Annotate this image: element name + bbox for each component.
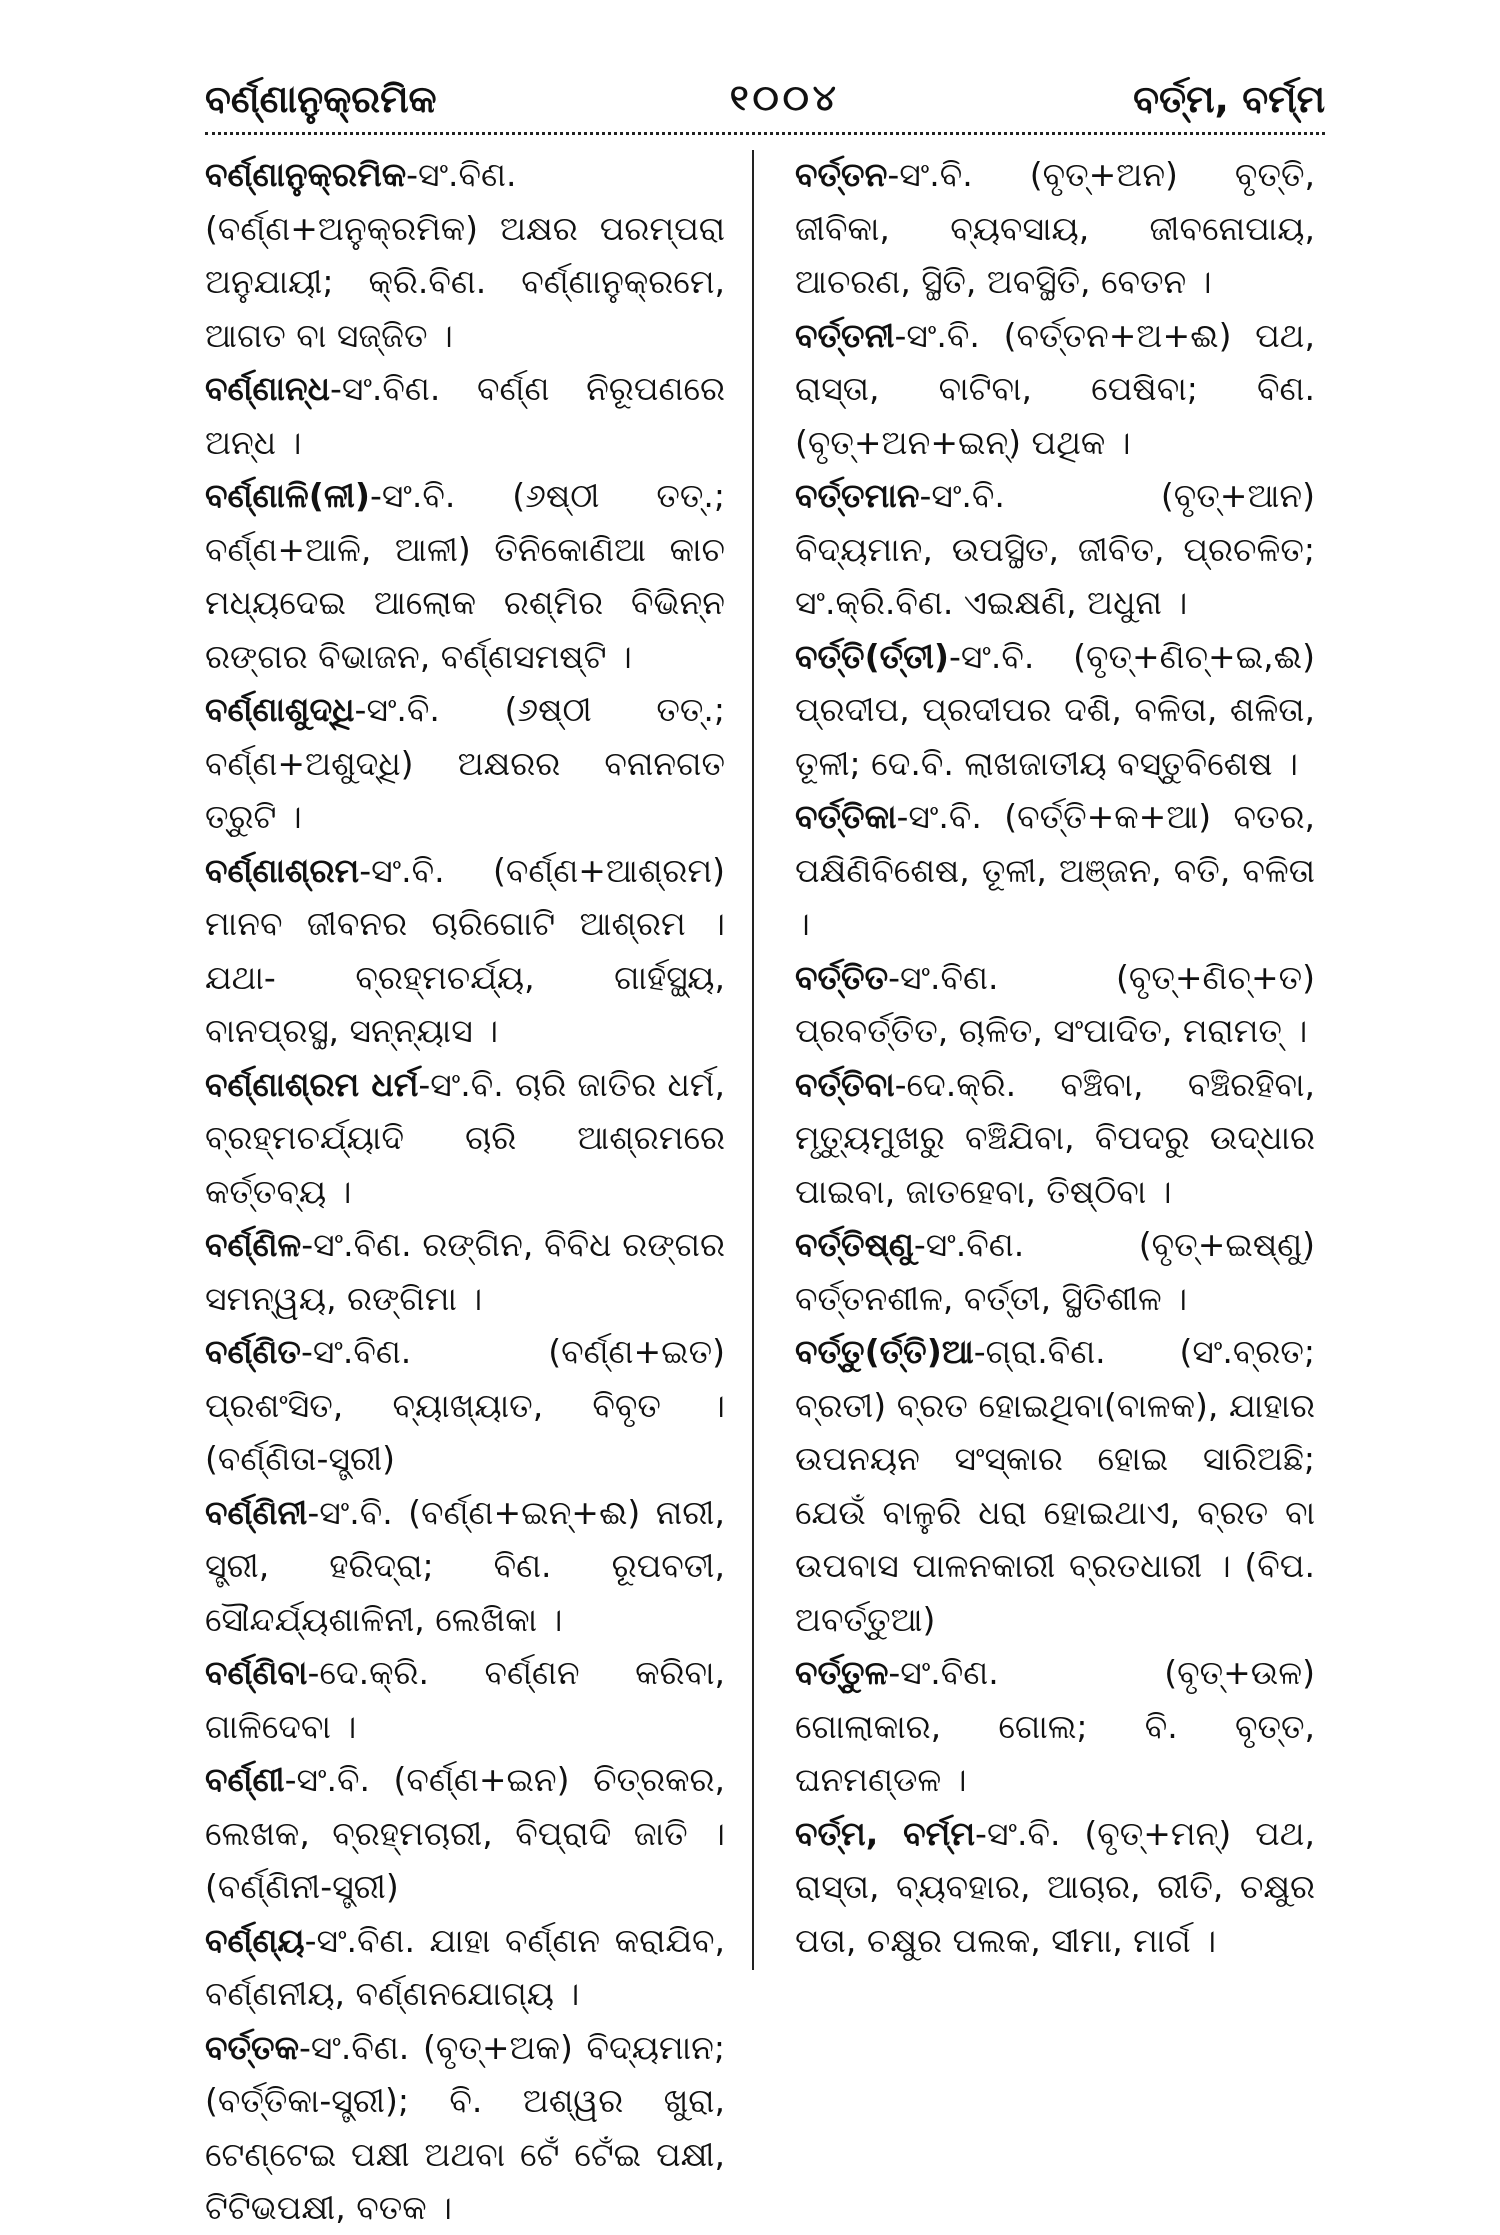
entry [795,1646,1315,1807]
entry [205,1646,725,1753]
column-divider [752,150,754,1970]
definition: -ସଂ.ବିଣ. ରଙ୍ଗିନ, ବିବିଧ ରଙ୍ଗର ସମନ୍ୱୟ, ରଙ୍ଗିମା । [205,1225,725,1318]
headword: ବର୍ତ୍ତମାନ [795,476,920,515]
definition: -ସଂ.ବିଣ. (ବୃତ୍+ଅକ) ବିଦ୍ୟମାନ; (ବର୍ତ୍ତିକା-ସ୍ତ୍ରୀ); ବି. ଅଶ୍ୱର ଖୁରା, ଟେଣ୍ଟେଇ ପକ୍ଷୀ ଅଥବା ଟେଁ ଟେଁଇ ପକ୍ଷୀ, ଟିଟିଭପକ୍ଷୀ, ବତକ । [205,2027,725,2227]
definition: -ସଂ.ବି. (ବୃତ୍+ଅନ) ବୃତ୍ତି, ଜୀବିକା, ବ୍ୟବସାୟ, ଜୀବନୋପାୟ, ଆଚରଣ, ସ୍ଥିତି, ଅବସ୍ଥିତି, ବେତନ । [795,155,1315,301]
entry [795,951,1315,1058]
page-number: ୧୦୦୪ [729,78,840,119]
headword: ବର୍ତ୍ତିକା [795,797,897,836]
headword: ବର୍ତ୍ତିଷ୍ଣୁ [795,1225,914,1264]
entry [205,1914,725,2021]
definition: -ସଂ.ବିଣ. (ବର୍ଣ୍ଣ+ଇତ) ପ୍ରଶଂସିତ, ବ୍ୟାଖ୍ୟାତ, ବିବୃତ । (ବର୍ଣ୍ଣିତା-ସ୍ତ୍ରୀ) [205,1332,725,1478]
entry [205,1486,725,1647]
entry [795,469,1315,630]
definition: -ସଂ.ବି. (୬ଷ୍ଠୀ ତତ୍.; ବର୍ଣ୍ଣ+ଆଳି, ଆଳୀ) ତିନିକୋଣିଆ କାଚ ମଧ୍ୟଦେଇ ଆଲୋକ ରଶ୍ମିର ବିଭିନ୍ନ ରଙ୍ଗର ବିଭାଜନ, ବର୍ଣ୍ଣସମଷ୍ଟି । [205,476,725,676]
headword: ବର୍ଣ୍ଣୀ [205,1760,285,1799]
headword: ବର୍ଣ୍ଣାଳି(ଳୀ) [205,476,370,515]
definition: -ସଂ.ବିଣ. (ବୃତ୍+ଉଳ) ଗୋଲାକାର, ଗୋଲ; ବି. ବୃତ୍ତ, ଘନମଣ୍ଡଳ । [795,1653,1315,1799]
headword: ବର୍ତ୍ତନ [795,155,888,194]
headword: ବର୍ଣ୍ଣାଶୁଦ୍ଧି [205,690,355,729]
entry [795,148,1315,309]
entry [205,683,725,844]
headword: ବର୍ଣ୍ଣିବା [205,1653,308,1692]
headword: ବର୍ତ୍ତୁଳ [795,1653,889,1692]
header-right-guide-word: ବର୍ତ୍ମ, ବର୍ମ୍ମ [1133,76,1325,121]
definition: -ସଂ.ବି. (ବର୍ଣ୍ଣ+ଇନ) ଚିତ୍ରକର, ଲେଖକ, ବ୍ରହ୍ମଚାରୀ, ବିପ୍ରାଦି ଜାତି । (ବର୍ଣ୍ଣିନୀ-ସ୍ତ୍ରୀ) [205,1760,725,1906]
page-header [205,70,1325,128]
entry [795,790,1315,951]
definition: -ସଂ.ବି. (ବୃତ୍+ମନ୍) ପଥ, ରାସ୍ତା, ବ୍ୟବହାର, ଆଚାର, ରୀତି, ଚକ୍ଷୁର ପତା, ଚକ୍ଷୁର ପଲକ, ସୀମା, ମାର୍ଗ । [795,1813,1315,1960]
definition: -ସଂ.ବିଣ. (ବୃତ୍+ଣିଚ୍+ତ) ପ୍ରବର୍ତ୍ତିତ, ଚାଳିତ, ସଂପାଦିତ, ମରାମତ୍ । [795,957,1315,1050]
right-column [795,148,1315,1967]
left-column [205,148,725,2235]
entry [205,148,725,362]
headword: ବର୍ଣ୍ଣାଶ୍ରମ [205,850,360,890]
entry [205,362,725,469]
definition: -ସଂ.ବି. (ବର୍ଣ୍ଣ+ଇନ୍+ଈ) ନାରୀ, ସ୍ତ୍ରୀ, ହରିଦ୍ରା; ବିଣ. ରୂପବତୀ, ସୌନ୍ଦର୍ଯ୍ୟଶାଳିନୀ, ଲେଖିକା । [205,1492,725,1639]
entry [205,1325,725,1486]
headword: ବର୍ତ୍ମ, ବର୍ମ୍ମ [795,1813,976,1853]
entry [205,469,725,683]
definition: -ସଂ.ବି. (୬ଷ୍ଠୀ ତତ୍.; ବର୍ଣ୍ଣ+ଅଶୁଦ୍ଧି) ଅକ୍ଷରର ବନାନଗତ ତ୍ରୁଟି । [205,690,725,836]
headword: ବର୍ଣ୍ଣିଳ [205,1225,302,1264]
definition: -ସଂ.ବି. (ବୃତ୍+ଣିଚ୍+ଇ,ଈ) ପ୍ରଦୀପ, ପ୍ରଦୀପର ଦଶି, ବଳିତା, ଶଳିତା, ତୂଳୀ; ଦେ.ବି. ଲାଖଜାତୀୟ ବସ୍ତୁବିଶେଷ । [795,636,1315,783]
headword: ବର୍ତ୍ତି(ର୍ତ୍ତୀ) [795,636,949,676]
headword: ବର୍ତ୍ତିତ [795,957,889,997]
entry [205,2021,725,2235]
headword: ବର୍ଣ୍ଣାନୁକ୍ରମିକ [205,155,407,194]
headword: ବର୍ଣ୍ଣିତ [205,1332,301,1371]
header-left-guide-word: ବର୍ଣ୍ଣାନୁକ୍ରମିକ [205,76,437,121]
definition: -ଦେ.କ୍ରି. ବର୍ଣ୍ଣନ କରିବା, ଗାଳିଦେବା । [205,1653,725,1746]
entry [795,630,1315,791]
headword: ବର୍ତ୍ତନୀ [795,315,895,355]
definition: -ସଂ.ବିଣ.(ବର୍ଣ୍ଣ+ଅନୁକ୍ରମିକ) ଅକ୍ଷର ପରମ୍ପରା ଅନୁଯାୟୀ; କ୍ରି.ବିଣ. ବର୍ଣ୍ଣାନୁକ୍ରମେ, ଆଗତ ବା ସଜ୍ଜିତ । [205,155,725,355]
entry [205,844,725,1058]
definition: -ସଂ.ବିଣ. ଯାହା ବର୍ଣ୍ଣନ କରାଯିବ, ବର୍ଣ୍ଣନୀୟ, ବର୍ଣ୍ଣନଯୋଗ୍ୟ । [205,1920,725,2013]
headword: ବର୍ଣ୍ଣିନୀ [205,1492,308,1532]
definition: -ସଂ.ବିଣ. ବର୍ଣ୍ଣ ନିରୂପଣରେ ଅନ୍ଧ । [205,369,725,462]
header-dotted-rule [205,132,1325,135]
entry [205,1753,725,1914]
entry [795,1807,1315,1968]
headword: ବର୍ତ୍ତିବା [795,1064,895,1104]
definition: -ସଂ.ବି. (ବର୍ତ୍ତନ+ଅ+ଈ) ପଥ, ରାସ୍ତା, ବାଟିବା, ପେଷିବା; ବିଣ. (ବୃତ୍+ଅନ+ଇନ୍) ପଥିକ । [795,315,1315,462]
definition: -ସଂ.ବି. ଚାରି ଜାତିର ଧର୍ମ, ବ୍ରହ୍ମଚର୍ଯ୍ୟାଦି ଚାରି ଆଶ୍ରମରେ କର୍ତ୍ତବ୍ୟ । [205,1064,725,1211]
definition: -ଗ୍ରା.ବିଣ. (ସଂ.ବ୍ରତ; ବ୍ରତୀ) ବ୍ରତ ହୋଇଥିବା(ବାଳକ), ଯାହାର ଉପନୟନ ସଂସ୍କାର ହୋଇ ସାରିଅଛି; ଯେଉଁ ବାଳୁରି ଧରା ହୋଇଥାଏ, ବ୍ରତ ବା ଉପବାସ ପାଳନକାରୀ ବ୍ରତଧାରୀ । (ବିପ. ଅବର୍ତ୍ତୁଆ) [795,1332,1315,1639]
headword: ବର୍ତ୍ତୁ(ର୍ତ୍ତି)ଆ [795,1332,974,1371]
entry [205,1058,725,1219]
definition: -ସଂ.ବି. (ବର୍ତ୍ତି+କ+ଆ) ବତର, ପକ୍ଷିଣିବିଶେଷ, ତୂଳୀ, ଅଞ୍ଜନ, ବତି, ବଳିତା । [795,797,1315,943]
headword: ବର୍ତ୍ତକ [205,2027,299,2067]
definition: -ସଂ.ବିଣ. (ବୃତ୍+ଇଷ୍ଣୁ) ବର୍ତ୍ତନଶୀଳ, ବର୍ତ୍ତୀ, ସ୍ଥିତିଶୀଳ । [795,1225,1315,1318]
entry [795,1218,1315,1325]
headword: ବର୍ଣ୍ଣାଶ୍ରମ ଧର୍ମ [205,1064,419,1104]
headword: ବର୍ଣ୍ଣାନ୍ଧ [205,369,331,408]
definition: -ସଂ.ବି. (ବୃତ୍+ଆନ) ବିଦ୍ୟମାନ, ଉପସ୍ଥିତ, ଜୀବିତ, ପ୍ରଚଳିତ; ସଂ.କ୍ରି.ବିଣ. ଏଇକ୍ଷଣି, ଅଧୁନା । [795,476,1315,622]
entry [795,1058,1315,1219]
entry [795,309,1315,470]
entry [795,1325,1315,1646]
entry [205,1218,725,1325]
definition: -ଦେ.କ୍ରି. ବଞ୍ଚିବା, ବଞ୍ଚିରହିବା, ମୃତ୍ୟୁମୁଖରୁ ବଞ୍ଚିଯିବା, ବିପଦରୁ ଉଦ୍ଧାର ପାଇବା, ଜାତହେବା, ତିଷ୍ଠିବା । [795,1064,1315,1211]
headword: ବର୍ଣ୍ଣ୍ୟ [205,1920,305,1960]
definition: -ସଂ.ବି. (ବର୍ଣ୍ଣ+ଆଶ୍ରମ) ମାନବ ଜୀବନର ଚାରିଗୋଟି ଆଶ୍ରମ । ଯଥା- ବ୍ରହ୍ମଚର୍ଯ୍ୟ, ଗାର୍ହସ୍ଥ୍ୟ, ବାନପ୍ରସ୍ଥ, ସନ୍ନ୍ୟାସ । [205,850,725,1050]
